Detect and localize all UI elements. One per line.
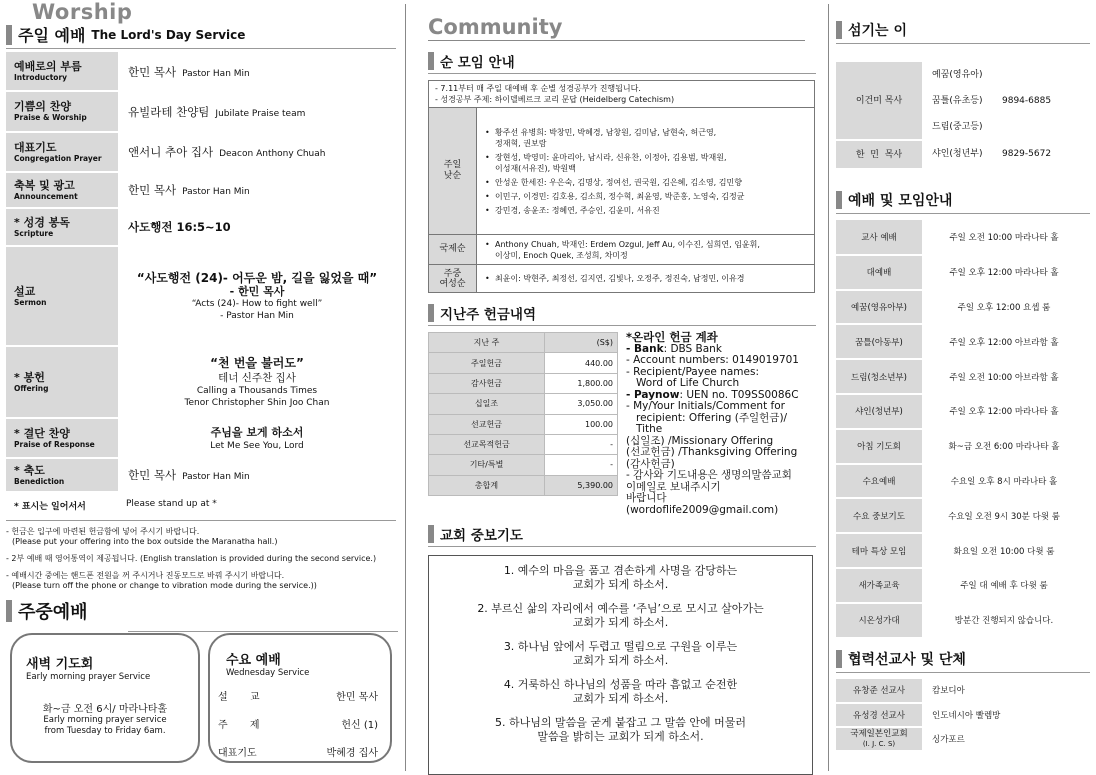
prayer-line: 5. 하나님의 말씀을 굳게 붙잡고 그 말씀 안에 머물러	[495, 716, 746, 729]
online-title: *온라인 헌금 계좌	[626, 330, 718, 344]
schedule-row	[836, 359, 1086, 394]
response-song-en: Let Me See You, Lord	[210, 441, 304, 451]
offering-amount: 1,800.00	[545, 373, 618, 393]
sermon-title-ko: “사도행전 (24)- 어두운 밤, 길을 잃었을 때”	[136, 270, 378, 285]
order-of-service	[6, 52, 396, 493]
servant-phone: 9829-5672	[1002, 149, 1052, 159]
schedule-value: 주일 오후 12:00 아브라함 홀	[922, 324, 1086, 359]
order-label	[6, 91, 118, 132]
prayer-line: 3. 하나님 앞에서 두렵고 떨림으로 구원을 이루는	[503, 640, 738, 653]
offering-total-row	[429, 475, 618, 495]
group-members	[477, 235, 815, 265]
offering-total-label: 총합계	[429, 475, 545, 495]
note-en: (Please put your offering into the box outside the Maranatha hall.)	[12, 537, 278, 546]
stand-note-en: Please stand up at *	[126, 499, 217, 509]
offering-song-title-en: Calling a Thousands Times	[196, 385, 318, 396]
servant-phone	[1002, 114, 1086, 140]
mission-label-line: 국제일본인교회	[850, 728, 908, 739]
prayer-list	[428, 555, 813, 775]
dawn-subtitle: Early morning prayer Service	[26, 672, 151, 682]
group-row	[429, 108, 815, 235]
mission-row	[836, 703, 1086, 727]
schedule-row	[836, 220, 1086, 255]
offering-row	[429, 373, 618, 393]
label-ko: * 결단 찬양	[14, 426, 70, 440]
schedule-value: 수요일 오후 8시 마라나타 홀	[922, 464, 1086, 499]
sunday-service-header	[6, 23, 396, 49]
mission-value: 인도네시아 빨렘방	[922, 703, 1086, 727]
dawn-time-en2: from Tuesday to Friday 6am.	[44, 726, 166, 736]
mission-row	[836, 727, 1086, 751]
label-en: Offering	[14, 383, 49, 393]
response-song	[118, 418, 396, 458]
group-row	[429, 235, 815, 265]
mission-value: 캄보디아	[922, 679, 1086, 703]
bank-value: : DBS Bank	[663, 342, 722, 355]
offering-singer-ko: 테너 신주찬 집사	[218, 371, 296, 384]
comment-line: (선교헌금) /Thanksgiving Offering	[626, 446, 798, 458]
worship-title: Worship	[32, 0, 133, 24]
label-ko: 축복 및 광고	[14, 178, 75, 192]
note-ko: - 예배시간 중에는 핸드폰 전원을 꺼 주시거나 진동모드로 바꿔 주시기 바랍니다.	[6, 571, 285, 580]
order-row	[6, 418, 396, 458]
section-bar	[836, 650, 842, 668]
weekday-title: 주중예배	[18, 602, 88, 623]
notice-line: - 성경공부 주제: 하이델베르크 교리 문답 (Heidelberg Catechism)	[435, 95, 675, 104]
offering-label: 기타/특별	[429, 455, 545, 475]
wednesday-row-value: 박혜경 집사	[326, 748, 378, 759]
offering-amount: 100.00	[545, 414, 618, 434]
order-label	[6, 246, 118, 346]
group-notice-row	[429, 81, 815, 108]
schedule-table	[836, 220, 1086, 639]
servant-name: 한 민 목사	[836, 140, 922, 168]
wednesday-row-label: 설 교	[218, 692, 260, 703]
schedule-label: 시온성가대	[836, 603, 922, 638]
order-row	[6, 52, 396, 91]
value-ko: 유빌라테 찬양팀	[128, 104, 210, 119]
bank-key: - Bank	[626, 342, 664, 355]
section-bar	[836, 21, 842, 39]
wednesday-row-label: 주 제	[218, 720, 260, 731]
group-label: 주중 여성순	[429, 265, 477, 293]
email-line: 바랍니다(wordoflife2009@gmail.com)	[626, 492, 779, 516]
schedule-label: 대예배	[836, 255, 922, 290]
column-divider	[405, 4, 406, 771]
schedule-value: 화요일 오전 10:00 다윗 룸	[922, 533, 1086, 568]
schedule-value: 주일 오후 12:00 요셉 룸	[922, 290, 1086, 325]
missions-header	[836, 649, 1090, 673]
offering-header-row	[429, 333, 618, 353]
prayer-item	[439, 564, 802, 592]
comment-line: (감사헌금)	[626, 457, 675, 470]
wednesday-row	[218, 688, 378, 703]
offering-amount: -	[545, 455, 618, 475]
service-notes	[6, 520, 396, 591]
mission-value: 싱가포르	[922, 727, 1086, 751]
schedule-row	[836, 290, 1086, 325]
order-value	[118, 52, 396, 91]
label-en: Introductory	[14, 72, 68, 82]
section-bar	[428, 525, 434, 543]
schedule-row	[836, 603, 1086, 638]
dawn-time-ko: 화~금 오전 6시/ 마라나타홀	[42, 704, 168, 715]
group-label: 국제순	[429, 235, 477, 265]
label-en: Benediction	[14, 476, 65, 486]
offering-row	[429, 455, 618, 475]
section-bar	[836, 191, 842, 209]
servant-phone: 9894-6885	[1002, 96, 1052, 106]
servant-name: 이건미 목사	[836, 62, 922, 140]
servant-role: 예꿈(영유아)	[932, 70, 983, 80]
schedule-row	[836, 533, 1086, 568]
offering-row	[429, 394, 618, 414]
schedule-value: 주일 오전 10:00 아브라함 홀	[922, 359, 1086, 394]
stand-note	[6, 493, 396, 518]
group-members	[477, 108, 815, 235]
section-bar	[6, 600, 12, 622]
order-label	[6, 52, 118, 91]
order-row	[6, 246, 396, 346]
group-member-line: • 이민구, 이경민: 김호용, 김소희, 정수혁, 최윤영, 박준홍, 노영숙, 김정균	[481, 191, 810, 202]
community-column	[428, 0, 818, 775]
group-label: 주일 낮순	[429, 108, 477, 235]
servant-role: 샤인(청년부)	[932, 149, 983, 159]
schedule-value: 방분간 진행되지 않습니다.	[922, 603, 1086, 638]
sermon-speaker-ko: - 한민 목사	[229, 284, 285, 298]
section-bar	[428, 304, 434, 322]
prayer-item	[439, 602, 802, 630]
mission-label-sub: (I. J. C. S)	[862, 739, 896, 748]
offering-table	[428, 332, 618, 496]
label-en: Praise & Worship	[14, 113, 87, 122]
offering-label: 감사헌금	[429, 373, 545, 393]
offering-total-amount: 5,390.00	[545, 475, 618, 495]
email-line: 이메일로 보내주시기	[626, 480, 721, 493]
note-ko: - 헌금은 입구에 마련된 헌금함에 넣어 주시기 바랍니다.	[6, 527, 200, 536]
order-value	[118, 132, 396, 172]
value-ko: 앤서니 추아 집사	[128, 145, 214, 159]
offering-label: 선교목적헌금	[429, 434, 545, 454]
servant-role: 꿈틀(유초등)	[932, 96, 983, 106]
label-en: Announcement	[14, 191, 78, 201]
sermon-speaker-en: - Pastor Han Min	[220, 310, 294, 321]
schedule-row	[836, 464, 1086, 499]
order-value	[118, 208, 396, 246]
recipient-name: Word of Life Church	[636, 377, 740, 389]
wednesday-row	[218, 716, 378, 731]
section-bar	[6, 25, 12, 45]
offering-amount: -	[545, 434, 618, 454]
label-en: Praise of Response	[14, 439, 95, 449]
order-row	[6, 458, 396, 492]
recipient-line: - Recipient/Payee names:	[626, 365, 760, 378]
schedule-header	[836, 190, 1090, 214]
prayer-line: 교회가 되게 하소서.	[572, 692, 669, 705]
schedule-value: 주일 오후 12:00 마라나타 홀	[922, 255, 1086, 290]
group-row	[429, 265, 815, 293]
schedule-title: 예배 및 모임안내	[848, 193, 953, 209]
sermon-info	[118, 246, 396, 346]
order-label	[6, 132, 118, 172]
comment-line: (십일조) /Missionary Offering	[626, 434, 774, 447]
group-notice	[429, 81, 815, 108]
section-title-en: The Lord's Day Service	[91, 27, 246, 42]
value-en: Pastor Han Min	[182, 68, 250, 79]
schedule-row	[836, 394, 1086, 429]
value-en: Jubilate Praise team	[215, 108, 306, 119]
response-song-ko: 주님을 보게 하소서	[210, 426, 304, 439]
schedule-value: 주일 오후 12:00 마라나타 홀	[922, 394, 1086, 429]
prayer-line: 4. 거룩하신 하나님의 성품을 따라 흠없고 순전한	[503, 678, 738, 691]
order-value	[118, 91, 396, 132]
order-row	[6, 346, 396, 418]
offering-header-label: 지난 주	[429, 333, 545, 353]
wednesday-row-label: 대표기도	[218, 748, 257, 759]
offering-amount: 3,050.00	[545, 394, 618, 414]
info-column	[836, 0, 1090, 775]
note-item	[6, 571, 396, 591]
value-ko: 한민 목사	[128, 183, 177, 197]
prayer-line: 교회가 되게 하소서.	[572, 578, 669, 591]
servant-phone	[1002, 62, 1086, 88]
wednesday-row-value: 헌신 (1)	[341, 720, 378, 731]
offering-header-unit: (S$)	[545, 333, 618, 353]
label-ko: 예배로의 부름	[14, 59, 82, 73]
missions-table	[836, 679, 1086, 752]
servant-row	[836, 140, 1086, 168]
prayer-header	[428, 524, 816, 547]
weekday-header	[6, 598, 396, 624]
schedule-row	[836, 568, 1086, 603]
schedule-value: 주일 오전 10:00 마라나타 홀	[922, 220, 1086, 255]
schedule-label: 수요 중보기도	[836, 498, 922, 533]
servant-row	[836, 62, 1086, 88]
schedule-label: 예꿈(영유아부)	[836, 290, 922, 325]
schedule-label: 아침 기도회	[836, 429, 922, 464]
comment-line: - My/Your Initials/Comment for	[626, 400, 785, 412]
offering-title: 지난주 헌금내역	[440, 307, 536, 323]
order-row	[6, 91, 396, 132]
prayer-line: 1. 예수의 마음을 품고 겸손하게 사명을 감당하는	[503, 564, 738, 577]
online-offering-info	[626, 332, 816, 516]
mission-label	[836, 727, 922, 751]
servants-title: 섬기는 이	[848, 23, 907, 39]
section-bar	[428, 52, 434, 70]
value-ko: 한민 목사	[128, 468, 177, 482]
wednesday-title: 수요 예배	[226, 653, 281, 668]
notice-line: - 7.11부터 매 주일 대예배 후 순별 성경공부가 진행됩니다.	[435, 84, 641, 93]
group-member-line: • 장현성, 박영미: 윤마리아, 남시라, 신유찬, 이정아, 김용범, 박재원, 이성재(서유진), 박원백	[481, 152, 810, 174]
schedule-row	[836, 324, 1086, 359]
order-value	[118, 458, 396, 492]
paynow-value: : UEN no. T09SS0086C	[679, 388, 799, 401]
order-label	[6, 418, 118, 458]
offering-label: 십일조	[429, 394, 545, 414]
order-row	[6, 208, 396, 246]
note-item	[6, 554, 396, 564]
label-ko: 기쁨의 찬양	[14, 100, 71, 113]
label-en: Scripture	[14, 228, 54, 238]
group-member-line: • 강민경, 송윤조: 정혜연, 주승인, 김윤미, 서유진	[481, 205, 810, 216]
prayer-line: 말씀을 밝히는 교회가 되게 하소서.	[537, 730, 704, 743]
group-member-line: • 최윤이: 박현주, 최정선, 김지연, 김빛나, 오정주, 정진숙, 남정민, 이유경	[481, 273, 810, 284]
order-value	[118, 172, 396, 208]
servant-role: 드림(중고등)	[932, 122, 983, 132]
schedule-label: 샤인(청년부)	[836, 394, 922, 429]
wednesday-row-value: 한민 목사	[336, 692, 378, 703]
schedule-label: 꿈틀(아동부)	[836, 324, 922, 359]
small-group-title: 순 모임 안내	[440, 55, 515, 71]
offering-header	[428, 303, 816, 326]
value-en: Pastor Han Min	[182, 187, 250, 197]
offering-label: 주일헌금	[429, 353, 545, 373]
label-ko: 설교	[14, 284, 36, 298]
dawn-prayer-box	[10, 633, 200, 763]
schedule-label: 테마 특상 모임	[836, 533, 922, 568]
comment-line: recipient: Offering (주일헌금)/ Tithe	[636, 411, 788, 435]
label-ko: * 축도	[14, 463, 45, 477]
value-en: Deacon Anthony Chuah	[219, 149, 326, 159]
schedule-row	[836, 429, 1086, 464]
group-member-line: • 황주선 유병희: 박창민, 박혜경, 남창원, 김미남, 남현숙, 허근영, 정재혁, 권보람	[481, 127, 810, 149]
prayer-item	[439, 678, 802, 706]
order-row	[6, 172, 396, 208]
prayer-line: 교회가 되게 하소서.	[572, 654, 669, 667]
mission-label: 유성경 선교사	[836, 703, 922, 727]
order-label	[6, 346, 118, 418]
note-item	[6, 527, 396, 547]
servants-table	[836, 62, 1086, 168]
order-label	[6, 172, 118, 208]
label-en: Sermon	[14, 297, 47, 307]
schedule-label: 드림(청소년부)	[836, 359, 922, 394]
offering-row	[429, 353, 618, 373]
order-label	[6, 458, 118, 492]
order-label	[6, 208, 118, 246]
dawn-title: 새벽 기도회	[26, 657, 94, 672]
prayer-line: 2. 부르신 삶의 자리에서 예수를 ‘주님’으로 모시고 살아가는	[477, 602, 764, 615]
offering-amount: 440.00	[545, 353, 618, 373]
section-title-ko: 주일 예배	[18, 26, 86, 45]
servants-header	[836, 20, 1090, 44]
worship-column	[6, 0, 396, 775]
wednesday-service-box	[208, 633, 392, 763]
sermon-title-en: “Acts (24)- How to fight well”	[191, 298, 323, 309]
schedule-label: 교사 예배	[836, 220, 922, 255]
small-group-table	[428, 80, 815, 293]
schedule-value: 화~금 오전 6:00 마라나타 홀	[922, 429, 1086, 464]
schedule-value: 수요일 오전 9시 30분 다윗 룸	[922, 498, 1086, 533]
note-ko: - 2부 예배 때 영어통역이 제공됩니다. (English translation is provided during the second service.)	[6, 554, 377, 563]
prayer-title: 교회 중보기도	[440, 528, 523, 544]
mission-label: 유창준 선교사	[836, 679, 922, 703]
offering-section	[428, 332, 818, 516]
column-divider	[828, 4, 829, 771]
scripture-ref: 사도행전 16:5~10	[128, 220, 231, 234]
wednesday-row	[218, 744, 378, 759]
group-member-line: • 안성운 한세진: 우은숙, 김명상, 정여선, 권국원, 김은혜, 김소영, 김민향	[481, 177, 810, 188]
label-ko: 대표기도	[14, 140, 57, 154]
label-ko: * 봉헌	[14, 370, 45, 384]
small-group-header	[428, 51, 816, 74]
dawn-time-en1: Early morning prayer service	[43, 715, 167, 725]
paynow-key: - Paynow	[626, 388, 680, 401]
offering-singer-en: Tenor Christopher Shin Joo Chan	[184, 397, 330, 408]
stand-note-ko: * 표시는 일어서서	[14, 502, 86, 512]
divider	[128, 631, 398, 632]
offering-row	[429, 434, 618, 454]
group-member-line: • Anthony Chuah, 박재인: Erdem Ozgul, Jeff Au, 이수진, 심희연, 임윤휘, 이상미, Enoch Quek, 조성희, 차미정	[481, 239, 810, 261]
value-ko: 한민 목사	[128, 64, 177, 79]
offering-label: 선교헌금	[429, 414, 545, 434]
label-en: Congregation Prayer	[14, 153, 102, 163]
schedule-row	[836, 255, 1086, 290]
value-en: Pastor Han Min	[182, 472, 250, 482]
mission-row	[836, 679, 1086, 703]
label-ko: * 성경 봉독	[14, 215, 70, 229]
note-en: (Please turn off the phone or change to vibration mode during the service.))	[12, 581, 317, 590]
prayer-item	[439, 716, 802, 744]
missions-title: 협력선교사 및 단체	[848, 651, 966, 668]
offering-song	[118, 346, 396, 418]
schedule-label: 수요예배	[836, 464, 922, 499]
wednesday-subtitle: Wednesday Service	[226, 668, 310, 678]
prayer-line: 교회가 되게 하소서.	[572, 616, 669, 629]
group-members	[477, 265, 815, 293]
offering-row	[429, 414, 618, 434]
offering-song-title-ko: “천 번을 불러도”	[210, 355, 304, 370]
prayer-item	[439, 640, 802, 668]
schedule-label: 새가족교육	[836, 568, 922, 603]
schedule-value: 주일 대 예배 후 다윗 룸	[922, 568, 1086, 603]
order-row	[6, 132, 396, 172]
community-title: Community	[428, 0, 805, 41]
account-line: - Account numbers: 0149019701	[626, 354, 799, 366]
email-line: - 감사와 기도내용은 생명의말씀교회	[626, 469, 792, 481]
schedule-row	[836, 498, 1086, 533]
